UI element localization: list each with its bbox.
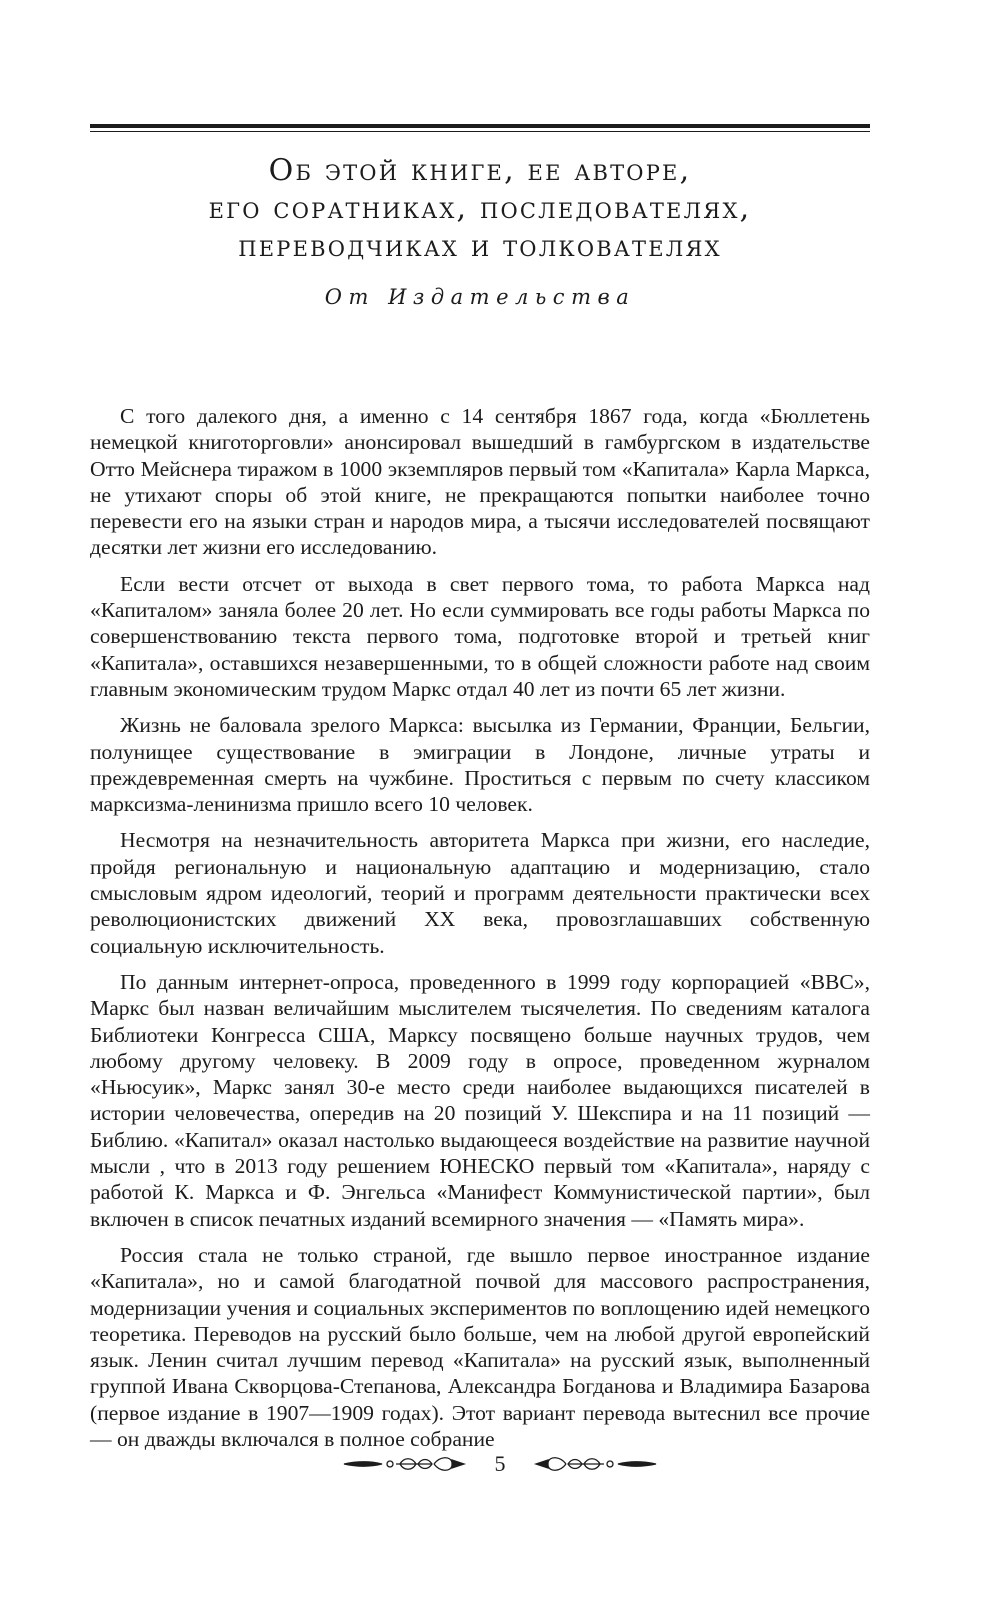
body-text (90, 403, 870, 1462)
flourish-ornament-icon (532, 1452, 660, 1476)
chapter-title-line: переводчиках и толкователях (238, 229, 722, 264)
paragraph: Россия стала не только страной, где вышло первое иностранное издание «Капитала», но и самой благодатной почвой для массового распространения, модернизации учения и социальных экспериментов по воплощению идей немецкого теоретика. Переводов на русский было больше, чем на любой другой европейский язык. Ленин считал лучшим перевод «Капитала» на русский язык, выполненный группой Ивана Скворцова-Степанова, Александра Богданова и Владимира Базарова (первое издание в 1907—1909 годах). Этот вариант перевода вытеснил все прочие — он дважды включался в полное собрание (90, 1242, 870, 1451)
chapter-title-line: Об этой книге, ее авторе, (268, 153, 692, 188)
paragraph: По данным интернет-опроса, проведенного в 1999 году корпорацией «BBC», Маркс был назван величайшим мыслителем тысячелетия. По сведениям каталога Библиотеки Конгресса США, Марксу посвящено больше научных трудов, чем любому другому человеку. В 2009 году в опросе, проведенном журналом «Ньюсуик», Маркс занял 30-е место среди наиболее выдающихся писателей в истории человечества, опередив на 20 позиций У. Шекспира и на 11 позиций — Библию. «Капитал» оказал настолько выдающееся воздействие на развитие научной мысли , что в 2013 году решением ЮНЕСКО первый том «Капитала», наряду с работой К. Маркса и Ф. Энгельса «Манифест Коммунистической партии», был включен в список печатных изданий всемирного значения — «Память мира». (90, 969, 870, 1231)
chapter-subtitle: От Издательства (324, 285, 636, 309)
chapter-title-line: его соратниках, последователях, (208, 191, 752, 226)
paragraph: Жизнь не баловала зрелого Маркса: высылка из Германии, Франции, Бельгии, полунищее существование в эмиграции в Лондоне, личные утраты и преждевременная смерть на чужбине. Проститься с первым по счету классиком марксизма-ленинизма пришло всего 10 человек. (90, 713, 870, 817)
chapter-title (90, 152, 870, 266)
header-rule-thick (90, 124, 870, 128)
flourish-ornament-icon (340, 1452, 468, 1476)
paragraph: Если вести отсчет от выхода в свет первого тома, то работа Маркса над «Капиталом» заняла более 20 лет. Но если суммировать все годы работы Маркса по совершенствованию текста первого тома, подготовке второй и третьей книг «Капитала», оставшихся незавершенными, то в общей сложности работе над своим главным экономическим трудом Маркс отдал 40 лет из почти 65 лет жизни. (90, 571, 870, 701)
header-rule-thin (90, 131, 870, 132)
page-footer (0, 1447, 1000, 1481)
paragraph: С того далекого дня, а именно с 14 сентября 1867 года, когда «Бюллетень немецкой книготорговли» анонсировал вышедший в гамбургском в издательстве Отто Мейснера тиражом в 1000 экземпляров первый том «Капитала» Карла Маркса, не утихают споры об этой книге, не прекращаются попытки наиболее точно перевести его на языки стран и народов мира, а тысячи исследователей посвящают десятки лет жизни его исследованию. (90, 404, 870, 560)
paragraph: Несмотря на незначительность авторитета Маркса при жизни, его наследие, пройдя региональную и национальную адаптацию и модернизацию, стало смысловым ядром идеологий, теорий и программ деятельности практически всех революционистских движений XX века, провозглашавших собственную социальную исключительность. (90, 828, 870, 958)
page-number: 5 (494, 1451, 506, 1476)
